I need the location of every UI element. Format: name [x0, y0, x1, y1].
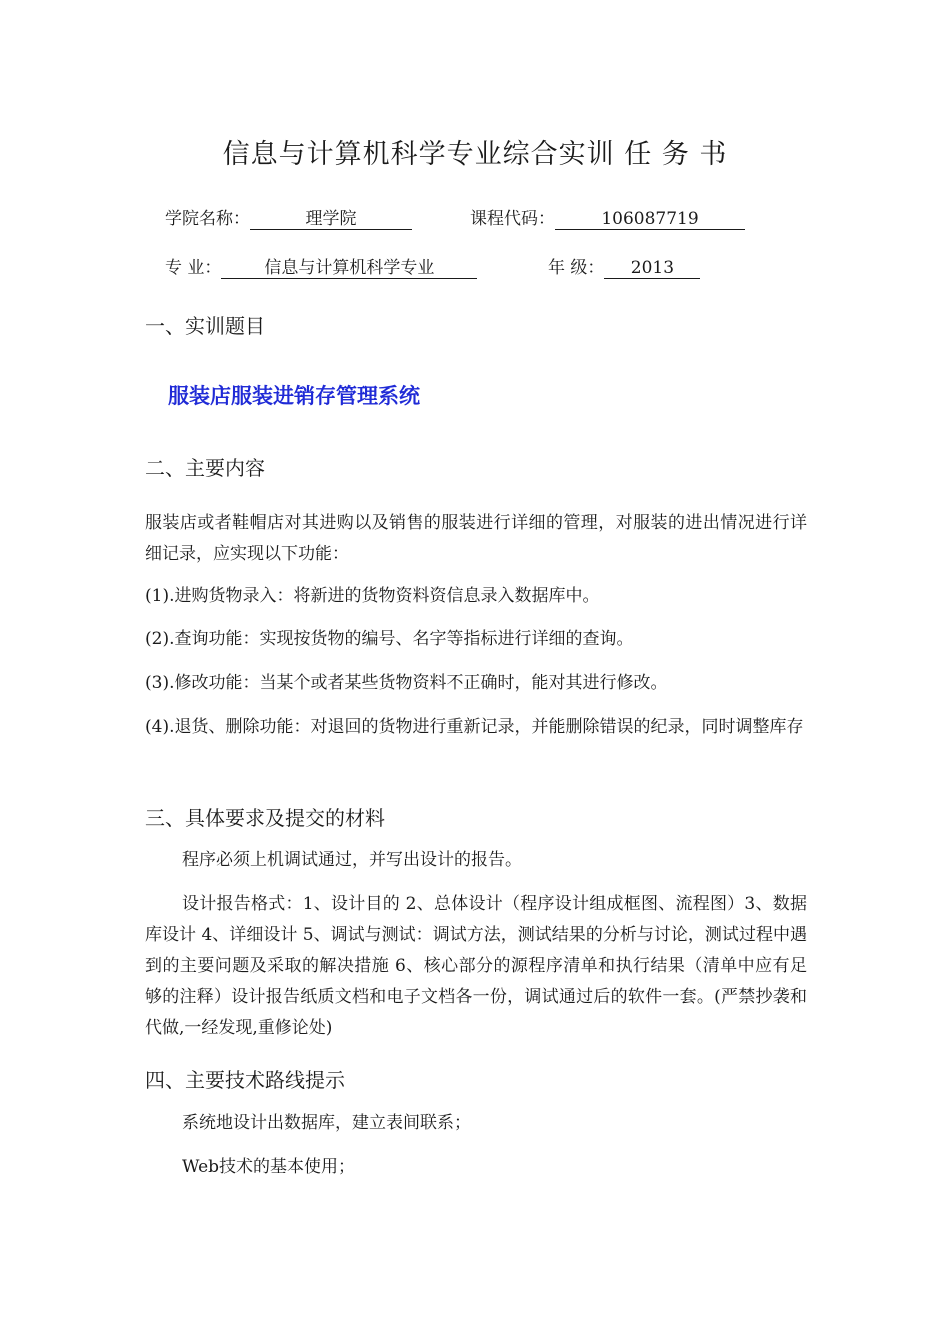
major-label: 专 业：	[165, 258, 222, 278]
content-intro: 服装店或者鞋帽店对其进购以及销售的服装进行详细的管理，对服装的进出情况进行详细记录，应实现以下功能：	[145, 513, 807, 564]
college-field	[165, 204, 412, 230]
course-code-value: 106087719	[555, 209, 745, 230]
section-4-heading: 四、主要技术路线提示	[145, 1068, 345, 1092]
grade-value: 2013	[604, 258, 700, 279]
requirement-paragraph: 程序必须上机调试通过，并写出设计的报告。	[182, 850, 522, 870]
tech-hint-1: 系统地设计出数据库，建立表间联系；	[182, 1113, 471, 1133]
section-3-heading: 三、具体要求及提交的材料	[145, 806, 385, 830]
college-value: 理学院	[250, 209, 412, 230]
major-value: 信息与计算机科学专业	[221, 258, 477, 279]
grade-field	[548, 253, 700, 279]
college-label: 学院名称：	[165, 209, 250, 229]
tech-hint-2: Web技术的基本使用；	[182, 1157, 356, 1177]
course-code-label: 课程代码：	[470, 209, 555, 229]
function-item-4: (4).退货、删除功能：对退回的货物进行重新记录，并能删除错误的纪录，同时调整库存	[145, 717, 804, 737]
function-item-1: (1).进购货物录入：将新进的货物资料资信息录入数据库中。	[145, 586, 600, 606]
report-format-paragraph: 设计报告格式：1、设计目的 2、总体设计（程序设计组成框图、流程图）3、数据库设计 4、详细设计 5、调试与测试：调试方法，测试结果的分析与讨论，测试过程中遇到的主要问题及采取的解决措施 6、核心部分的源程序清单和执行结果（清单中应有足够的注释）设计报告纸质文档和电子文档各一份，调试通过后的软件一套。(严禁抄袭和代做,一经发现,重修论处)	[145, 894, 807, 1038]
course-code-field	[470, 204, 745, 230]
major-field	[165, 253, 477, 279]
project-topic: 服装店服装进销存管理系统	[168, 384, 420, 408]
function-item-2: (2).查询功能：实现按货物的编号、名字等指标进行详细的查询。	[145, 629, 634, 649]
function-item-3: (3).修改功能：当某个或者某些货物资料不正确时，能对其进行修改。	[145, 673, 668, 693]
grade-label: 年 级：	[548, 258, 605, 278]
section-2-heading: 二、主要内容	[145, 456, 265, 480]
document-title: 信息与计算机科学专业综合实训 任 务 书	[222, 139, 728, 170]
section-1-heading: 一、实训题目	[145, 314, 265, 338]
